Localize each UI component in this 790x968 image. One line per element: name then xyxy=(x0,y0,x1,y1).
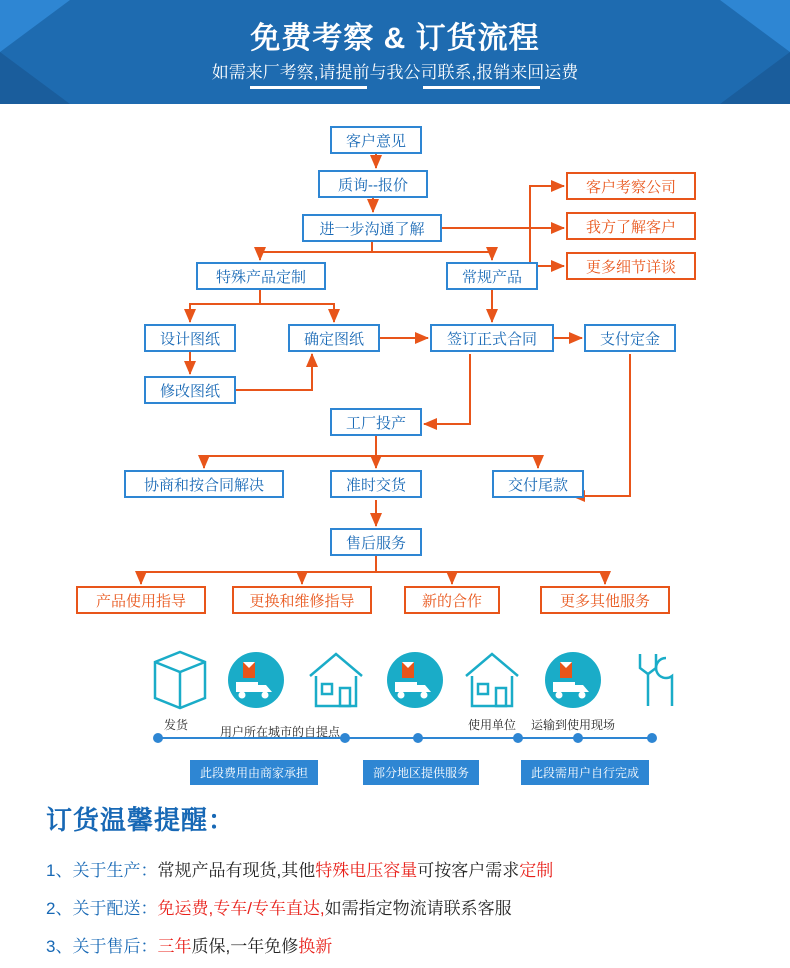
note-text: 常规产品有现货,其他 xyxy=(157,861,316,880)
note-label: 关于生产： xyxy=(72,861,158,880)
note-highlight: 免运费,专车/专车直达, xyxy=(157,899,325,918)
flow-node-n22 xyxy=(540,586,670,614)
flow-node-label: 常规产品 xyxy=(461,268,522,286)
flow-node-label: 客户考察公司 xyxy=(585,178,676,196)
delivery-cost-tag: 此段费用由商家承担 xyxy=(190,760,318,785)
flow-node-n18 xyxy=(330,528,422,556)
note-text: 可按客户需求 xyxy=(417,861,520,880)
flow-node-label: 更换和维修指导 xyxy=(249,592,355,610)
flow-node-label: 签订正式合同 xyxy=(446,330,537,348)
flow-node-n7 xyxy=(196,262,326,290)
flow-node-n9 xyxy=(144,324,236,352)
title-underline-gap xyxy=(367,84,423,91)
note-label: 关于配送： xyxy=(72,899,158,918)
flow-node-n14 xyxy=(330,408,422,436)
flow-node-n1 xyxy=(330,126,422,154)
flow-node-label: 售后服务 xyxy=(345,534,406,552)
wrench-icon xyxy=(640,654,672,706)
delivery-stage-label: 发货 xyxy=(163,718,189,732)
flow-node-n6 xyxy=(566,252,696,280)
note-highlight: 三年 xyxy=(157,937,192,956)
flow-node-label: 设计图纸 xyxy=(159,330,220,348)
order-process-flowchart xyxy=(0,104,790,644)
note-index: 3、 xyxy=(46,937,73,956)
note-item-aftersales xyxy=(46,932,332,957)
flow-node-label: 工厂投产 xyxy=(345,414,406,432)
note-index: 2、 xyxy=(46,899,73,918)
delivery-stage-label: 使用单位 xyxy=(467,718,517,732)
flow-node-n17 xyxy=(492,470,584,498)
flow-node-n20 xyxy=(232,586,372,614)
flow-node-label: 确定图纸 xyxy=(303,330,364,348)
flow-node-label: 特殊产品定制 xyxy=(215,268,306,286)
note-highlight: 换新 xyxy=(298,937,333,956)
flow-node-label: 新的合作 xyxy=(421,592,482,610)
box-icon xyxy=(155,652,205,708)
flow-node-n21 xyxy=(404,586,500,614)
delivery-stage-label: 运输到使用现场 xyxy=(530,718,616,732)
note-highlight: 定制 xyxy=(519,861,554,880)
flow-node-n8 xyxy=(446,262,538,290)
flow-node-label: 协商和按合同解决 xyxy=(143,476,264,494)
flow-node-n11 xyxy=(430,324,554,352)
page-subtitle: 如需来厂考察,请提前与我公司联系,报销来回运费 xyxy=(211,63,579,82)
flow-node-label: 支付定金 xyxy=(599,330,660,348)
note-index: 1、 xyxy=(46,861,73,880)
delivery-cost-tag: 此段需用户自行完成 xyxy=(521,760,649,785)
note-text: 如需指定物流请联系客服 xyxy=(324,899,512,918)
flow-node-label: 质询--报价 xyxy=(338,176,408,194)
flow-node-label: 进一步沟通了解 xyxy=(319,220,425,238)
flow-node-n5 xyxy=(566,212,696,240)
truck-icon xyxy=(387,652,443,708)
flow-node-n3 xyxy=(302,214,442,242)
note-highlight: 特殊电压容量 xyxy=(315,861,418,880)
note-item-production xyxy=(46,856,553,881)
flow-node-n2 xyxy=(318,170,428,198)
flow-node-n12 xyxy=(584,324,676,352)
house-icon xyxy=(310,654,362,706)
note-item-shipping xyxy=(46,894,512,919)
flow-node-n4 xyxy=(566,172,696,200)
flow-node-n13 xyxy=(144,376,236,404)
delivery-chain xyxy=(0,640,790,790)
notes-title: 订货温馨提醒： xyxy=(46,805,236,835)
flow-node-label: 更多其他服务 xyxy=(559,592,650,610)
flow-node-label: 修改图纸 xyxy=(159,382,220,400)
truck-icon xyxy=(228,652,284,708)
flow-node-label: 交付尾款 xyxy=(507,476,568,494)
flow-node-n19 xyxy=(76,586,206,614)
flow-node-n10 xyxy=(288,324,380,352)
note-text: 质保,一年免修 xyxy=(191,937,299,956)
flow-node-label: 我方了解客户 xyxy=(585,218,676,236)
delivery-cost-tag: 部分地区提供服务 xyxy=(363,760,479,785)
flow-node-label: 客户意见 xyxy=(345,132,406,150)
note-label: 关于售后： xyxy=(72,937,158,956)
delivery-stage-label: 用户所在城市的自提点 xyxy=(219,725,341,739)
flow-node-label: 准时交货 xyxy=(345,476,406,494)
flow-node-label: 更多细节详谈 xyxy=(585,258,676,276)
truck-icon xyxy=(545,652,601,708)
page-header xyxy=(0,0,790,104)
flow-node-n16 xyxy=(330,470,422,498)
house-icon xyxy=(466,654,518,706)
flow-node-n15 xyxy=(124,470,284,498)
page-title: 免费考察 & 订货流程 xyxy=(250,22,540,55)
flow-node-label: 产品使用指导 xyxy=(95,592,186,610)
